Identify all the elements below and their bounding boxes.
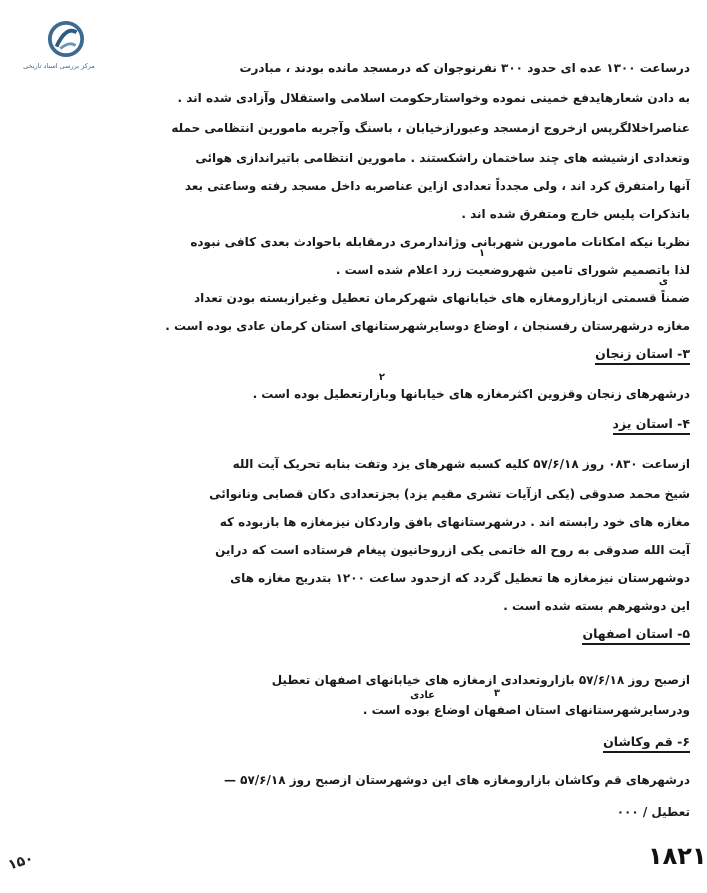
- body-line: به دادن شعارهایدفع خمینی نموده وخواستارحکومت اسلامی واستقلال وآزادی شده اند .: [177, 91, 690, 105]
- body-line: لذا باتصمیم شورای تامین شهروضعیت زرد اعلام شده است .: [335, 263, 690, 277]
- body-line: شیخ محمد صدوقی (یکی ازآیات تشری مقیم یزد) بجزتعدادی دکان قصابی ونانوائی: [209, 487, 690, 501]
- footnote-marker: ۳: [493, 688, 500, 699]
- body-line: درشهرهای قم وکاشان بازارومغازه های این دوشهرستان ازصبح روز ۵۷/۶/۱۸ —: [223, 773, 690, 787]
- body-line: عناصراخلالگرپس ازخروج ازمسجد وعبورازخیابان ، باسنگ وآجربه مامورین انتظامی حمله: [171, 121, 690, 135]
- body-line: ازساعت ۰۸۳۰ روز ۵۷/۶/۱۸ کلیه کسبه شهرهای یزد وتفت بنابه تحریک آیت الله: [232, 457, 690, 471]
- section-heading-qom-kashan: ۶- قم وکاشان: [603, 734, 690, 753]
- handwritten-insert: عادی: [410, 690, 435, 701]
- body-line: مغازه های خود رابسته اند . درشهرستانهای بافق واردکان نیزمغازه ها بازبوده که: [219, 515, 690, 529]
- archive-logo: [14, 18, 104, 78]
- body-line: ضمناً قسمتی ازبازارومغازه های خیابانهای شهرکرمان تعطیل وغیرازبسته بودن تعداد: [194, 291, 690, 305]
- body-line: آنها رامتفرق کرد اند ، ولی مجدداً تعدادی ازاین عناصربه داخل مسجد رفته وساعتی بعد: [184, 179, 690, 193]
- page-number: ۱۸۲۱: [648, 842, 707, 870]
- archive-emblem-icon: [47, 20, 85, 58]
- section-heading-isfahan: ۵- استان اصفهان: [582, 626, 690, 645]
- footnote-marker: ۱: [478, 248, 485, 259]
- body-line: نظربا نیکه امکانات مامورین شهربانی وژاندارمری درمقابله باحوادث بعدی کافی نبوده: [190, 235, 690, 249]
- margin-note: ۱۵۰: [6, 850, 36, 874]
- body-line: وتعدادی ازشیشه های چند ساختمان راشکستند . مامورین انتظامی باتیراندازی هوائی: [195, 151, 690, 165]
- handwritten-insert: ی: [658, 276, 668, 287]
- section-heading-yazd: ۴- استان یزد: [613, 416, 690, 435]
- section-heading-zanjan: ۳- استان زنجان: [595, 346, 690, 365]
- body-line: درشهرهای زنجان وقزوین اکثرمغازه های خیابانها وبازارتعطیل بوده است .: [252, 387, 690, 401]
- body-line: درساعت ۱۳۰۰ عده ای حدود ۳۰۰ نفرنوجوان که درمسجد مانده بودند ، مبادرت: [239, 61, 690, 75]
- body-line: تعطیل / ۰۰۰: [616, 805, 690, 819]
- body-line: آیت الله صدوقی به روح اله خاتمی یکی ازروحانیون پیغام فرستاده است که دراین: [215, 543, 690, 557]
- logo-caption: مرکز بررسی اسناد تاریخی: [23, 62, 95, 70]
- body-line: این دوشهرهم بسته شده است .: [503, 599, 690, 613]
- body-line: ازصبح روز ۵۷/۶/۱۸ بازاروتعدادی ازمغازه های خیابانهای اصفهان تعطیل: [271, 673, 690, 687]
- footnote-marker: ۲: [378, 372, 385, 383]
- body-line: مغازه درشهرستان رفسنجان ، اوضاع دوسایرشهرستانهای استان کرمان عادی بوده است .: [165, 319, 690, 333]
- body-line: باتذکرات پلیس خارج ومتفرق شده اند .: [461, 207, 690, 221]
- body-line: دوشهرستان نیزمغازه ها تعطیل گردد که ازحدود ساعت ۱۲۰۰ بتدریج مغازه های: [230, 571, 690, 585]
- body-line: ودرسایرشهرستانهای استان اصفهان اوضاع بوده است .: [362, 703, 690, 717]
